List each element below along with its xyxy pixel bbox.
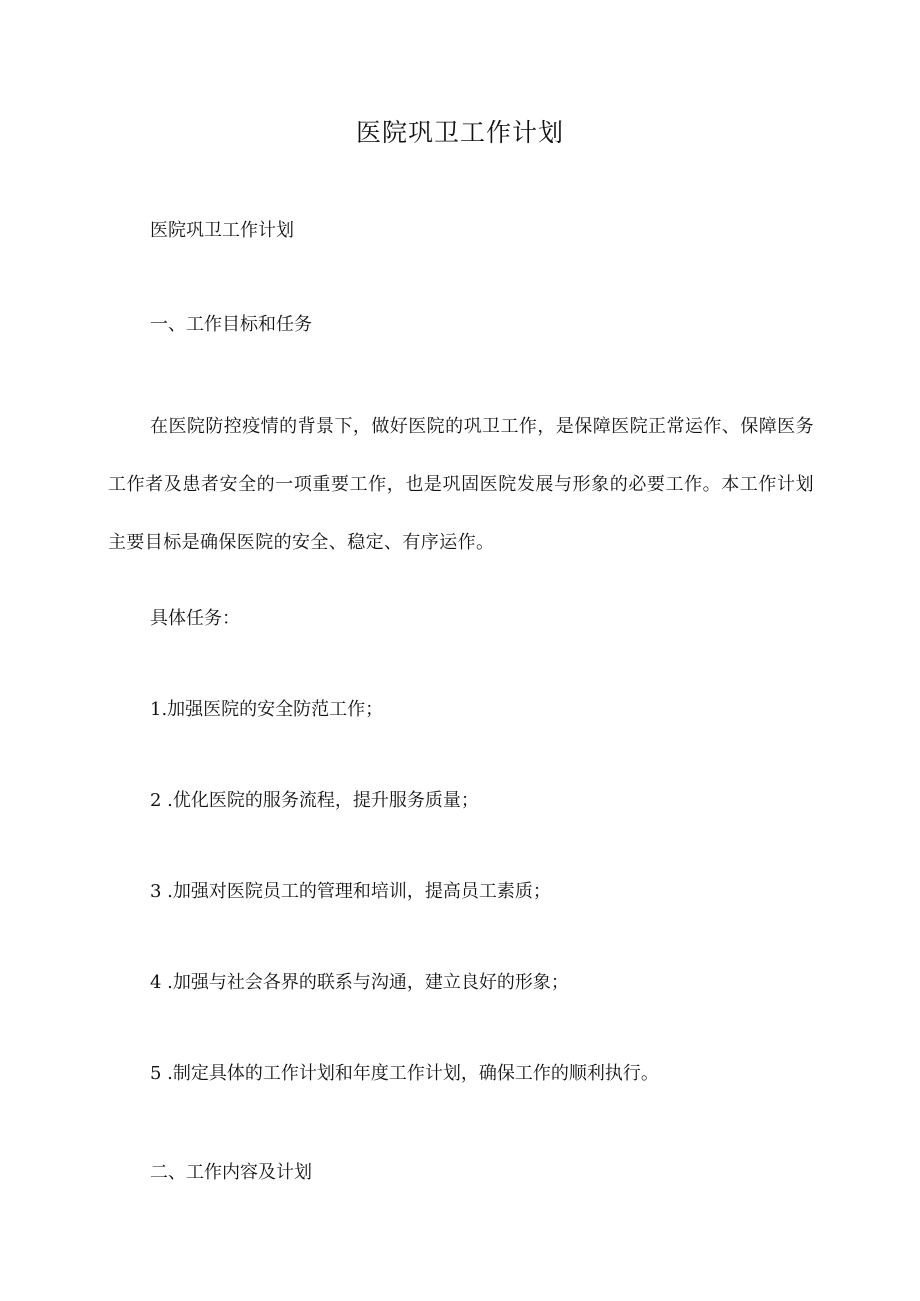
task-item: 4 .加强与社会各界的联系与沟通，建立良好的形象； bbox=[150, 972, 569, 993]
task-item: 5 .制定具体的工作计划和年度工作计划，确保工作的顺利执行。 bbox=[150, 1063, 659, 1084]
document-subtitle: 医院巩卫工作计划 bbox=[150, 220, 294, 241]
task-item: 2 .优化医院的服务流程，提升服务质量； bbox=[150, 790, 479, 811]
task-item: 3 .加强对医院员工的管理和培训，提高员工素质； bbox=[150, 881, 551, 902]
task-item: 1.加强医院的安全防范工作； bbox=[150, 699, 384, 720]
section-heading-content: 二、工作内容及计划 bbox=[150, 1162, 312, 1183]
section-heading-goals: 一、工作目标和任务 bbox=[150, 314, 312, 335]
intro-paragraph: 在医院防控疫情的背景下，做好医院的巩卫工作，是保障医院正常运作、保障医务工作者及患者安全的一项重要工作，也是巩固医院发展与形象的必要工作。本工作计划主要目标是确保医院的安全、稳定、有序运作。 bbox=[108, 416, 814, 553]
document-title: 医院巩卫工作计划 bbox=[355, 118, 564, 147]
tasks-heading: 具体任务： bbox=[150, 608, 240, 629]
